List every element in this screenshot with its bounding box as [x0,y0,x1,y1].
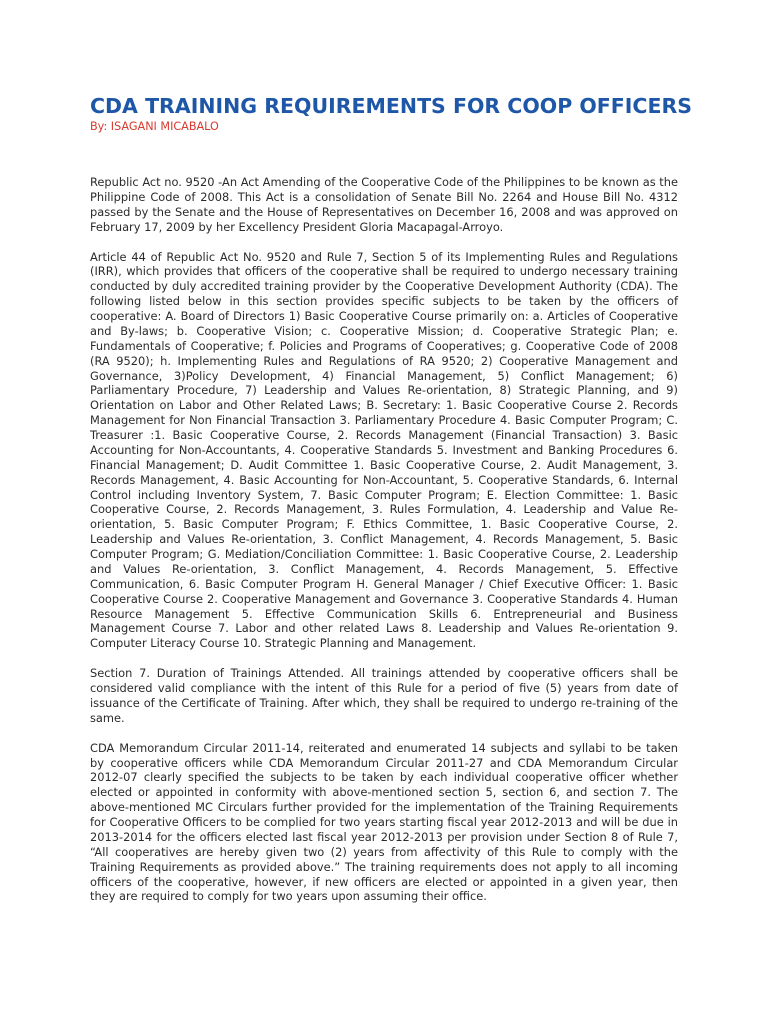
author-byline: By: ISAGANI MICABALO [90,120,219,133]
paragraph-section-7: Section 7. Duration of Trainings Attended. All trainings attended by cooperative officers shall be considered valid compliance with the intent of this Rule for a period of five (5) years from date of issuance of the Certificate of Training. After which, they shall be required to undergo re-training of the same. [90,666,678,725]
document-page [90,94,693,919]
paragraph-article-44: Article 44 of Republic Act No. 9520 and Rule 7, Section 5 of its Implementing Rules and Regulations (IRR), which provides that officers of the cooperative shall be required to undergo necessary training conducted by duly accredited training provider by the Cooperative Development Authority (CDA). The following listed below in this section provides specific subjects to be taken by the officers of cooperative: A. Board of Directors 1) Basic Cooperative Course primarily on: a. Articles of Cooperative and By-laws; b. Cooperative Vision; c. Cooperative Mission; d. Cooperative Strategic Plan; e. Fundamentals of Cooperative; f. Policies and Programs of Cooperatives; g. Cooperative Code of 2008 (RA 9520); h. Implementing Rules and Regulations of RA 9520; 2) Cooperative Management and Governance, 3)Policy Development, 4) Financial Management, 5) Conflict Management; 6) Parliamentary Procedure, 7) Leadership and Values Re-orientation, 8) Strategic Planning, and 9) Orientation on Labor and Other Related Laws; B. Secretary: 1. Basic Cooperative Course 2. Records Management for Non Financial Transaction 3. Parliamentary Procedure 4. Basic Computer Program; C. Treasurer :1. Basic Cooperative Course, 2. Records Management (Financial Transaction) 3. Basic Accounting for Non-Accountants, 4. Cooperative Standards 5. Investment and Banking Procedures 6. Financial Management; D. Audit Committee 1. Basic Cooperative Course, 2. Audit Management, 3. Records Management, 4. Basic Accounting for Non-Accountant, 5. Cooperative Standards, 6. Internal Control including Inventory System, 7. Basic Computer Program; E. Election Committee: 1. Basic Cooperative Course, 2. Records Management, 3. Rules Formulation, 4. Leadership and Value Re-orientation, 5. Basic Computer Program; F. Ethics Committee, 1. Basic Cooperative Course, 2. Leadership and Values Re-orientation, 3. Conflict Management, 4. Records Management, 5. Basic Computer Program; G. Mediation/Conciliation Committee: 1. Basic Cooperative Course, 2. Leadership and Values Re-orientation, 3. Conflict Management, 4. Records Management, 5. Effective Communication, 6. Basic Computer Program H. General Manager / Chief Executive Officer: 1. Basic Cooperative Course 2. Cooperative Management and Governance 3. Cooperative Standards 4. Human Resource Management 5. Effective Communication Skills 6. Entrepreneurial and Business Management Course 7. Labor and other related Laws 8. Leadership and Values Re-orientation 9. Computer Literacy Course 10. Strategic Planning and Management. [90,249,678,651]
article-body [90,175,678,904]
paragraph-memorandum-circular: CDA Memorandum Circular 2011-14, reiterated and enumerated 14 subjects and syllabi to be taken by cooperative officers while CDA Memorandum Circular 2011-27 and CDA Memorandum Circular 2012-07 clearly specified the subjects to be taken by each individual cooperative officer whether elected or appointed in conformity with above-mentioned section 5, section 6, and section 7. The above-mentioned MC Circulars further provided for the implementation of the Training Requirements for Cooperative Officers to be complied for two years starting fiscal year 2012-2013 and will be due in 2013-2014 for the officers elected last fiscal year 2012-2013 per provision under Section 8 of Rule 7, “All cooperatives are hereby given two (2) years from affectivity of this Rule to comply with the Training Requirements as provided above.” The training requirements does not apply to all incoming officers of the cooperative, however, if new officers are elected or appointed in a given year, then they are required to comply for two years upon assuming their office. [90,740,678,904]
paragraph-republic-act: Republic Act no. 9520 -An Act Amending of the Cooperative Code of the Philippines to be known as the Philippine Code of 2008. This Act is a consolidation of Senate Bill No. 2264 and House Bill No. 4312 passed by the Senate and the House of Representatives on December 16, 2008 and was approved on February 17, 2009 by her Excellency President Gloria Macapagal-Arroyo. [90,175,678,234]
page-title: CDA TRAINING REQUIREMENTS FOR COOP OFFICERS [90,94,693,118]
